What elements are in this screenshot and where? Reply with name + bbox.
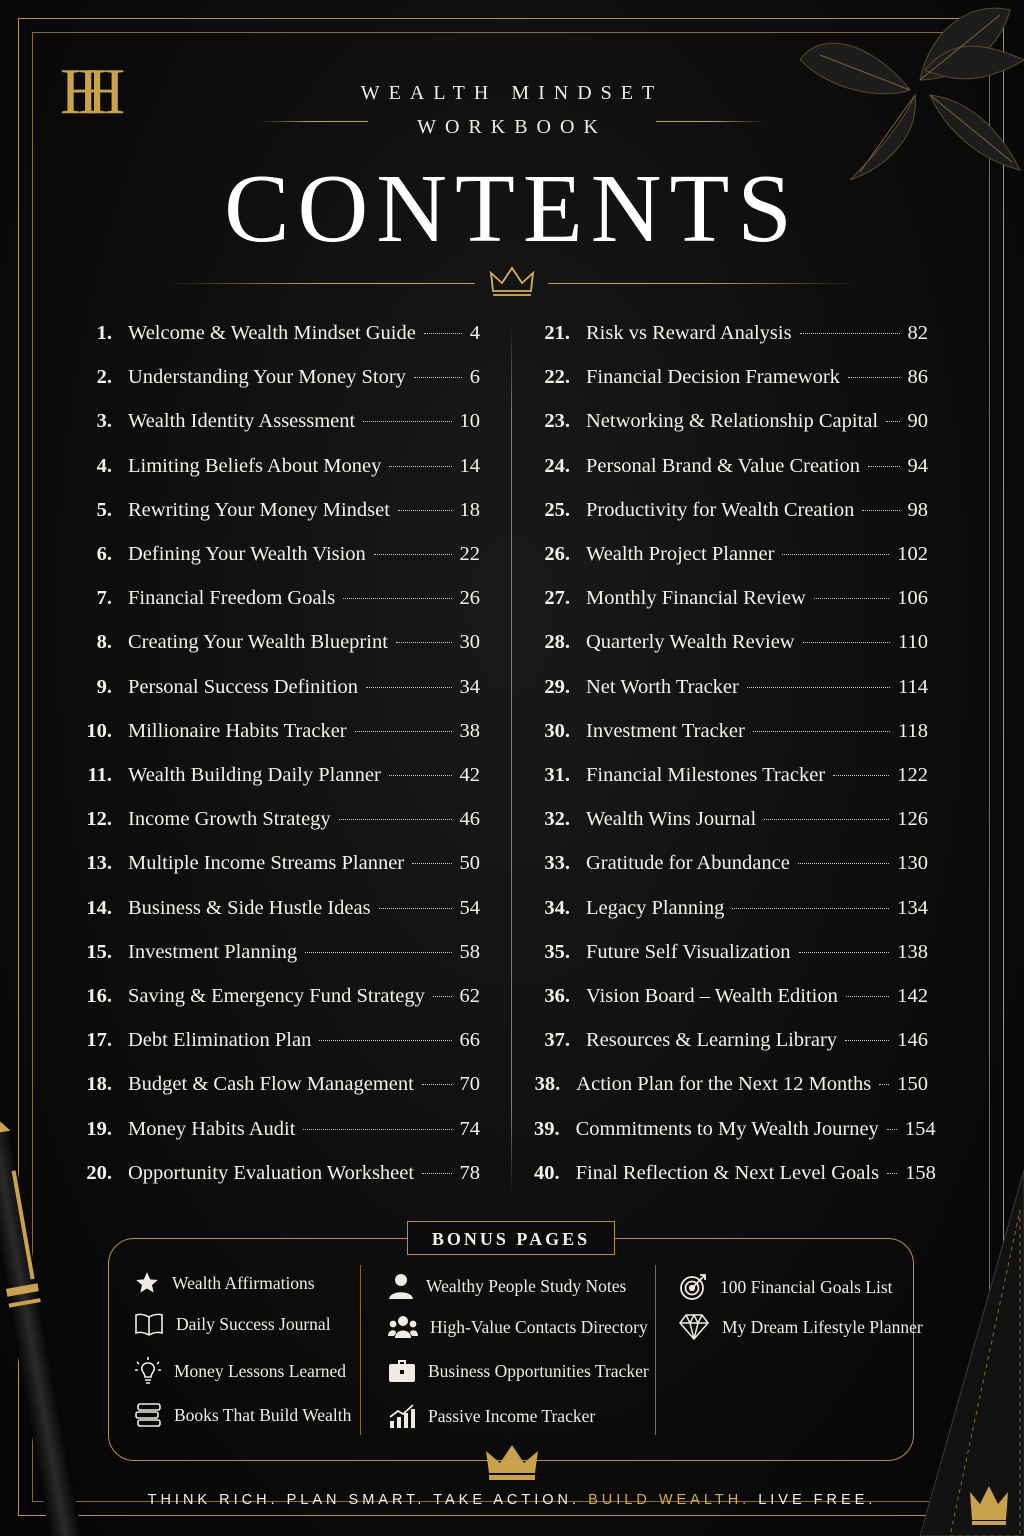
toc-entry[interactable] <box>76 455 480 485</box>
page-title: CONTENTS <box>224 155 800 263</box>
toc-entry-number: 37. <box>544 1029 570 1051</box>
toc-entry-title: Monthly Financial Review <box>586 587 806 609</box>
toc-entry-page: 34 <box>459 676 480 698</box>
toc-entry[interactable] <box>534 410 928 440</box>
pen-decoration-icon <box>0 1110 80 1536</box>
toc-entry-title: Net Worth Tracker <box>586 676 739 698</box>
toc-leader-dots <box>319 1040 451 1041</box>
bonus-item-label: 100 Financial Goals List <box>720 1276 893 1297</box>
toc-entry[interactable] <box>76 897 480 927</box>
briefcase-icon <box>388 1358 428 1384</box>
toc-entry-number: 9. <box>96 676 112 698</box>
toc-entry-number: 7. <box>96 587 112 609</box>
header-line-2: WORKBOOK <box>417 116 607 138</box>
toc-leader-dots <box>398 510 452 511</box>
toc-entry-number: 30. <box>544 720 570 742</box>
toc-entry-number: 2. <box>96 366 112 388</box>
toc-entry[interactable] <box>76 764 480 794</box>
toc-entry-page: 126 <box>897 808 928 830</box>
toc-entry-title: Income Growth Strategy <box>128 808 331 830</box>
toc-entry-title: Wealth Wins Journal <box>586 808 757 830</box>
bonus-divider-2 <box>655 1265 656 1435</box>
toc-entry-page: 74 <box>459 1118 480 1140</box>
toc-entry[interactable] <box>534 808 928 838</box>
bonus-item-label: Passive Income Tracker <box>428 1405 596 1426</box>
toc-leader-dots <box>424 333 462 334</box>
bonus-item-label: My Dream Lifestyle Planner <box>722 1316 923 1337</box>
column-divider <box>511 325 512 1195</box>
bonus-item[interactable] <box>134 1402 351 1428</box>
toc-leader-dots <box>753 731 890 732</box>
toc-entry-number: 15. <box>86 941 112 963</box>
logo-letter-1: HH <box>60 55 96 128</box>
toc-entry-title: Budget & Cash Flow Management <box>128 1073 414 1095</box>
footer-part-1: THINK RICH. PLAN SMART. TAKE ACTION. <box>147 1492 589 1508</box>
toc-entry-page: 22 <box>459 543 480 565</box>
bonus-item[interactable] <box>388 1403 595 1429</box>
toc-entry-title: Rewriting Your Money Mindset <box>128 499 390 521</box>
toc-leader-dots <box>363 421 451 422</box>
toc-entry-title: Business & Side Hustle Ideas <box>128 897 371 919</box>
toc-entry-number: 11. <box>87 764 112 786</box>
toc-entry-number: 35. <box>544 941 570 963</box>
toc-entry-page: 6 <box>469 366 480 388</box>
toc-entry-title: Wealth Identity Assessment <box>128 410 356 432</box>
title-rule-left <box>165 283 475 284</box>
toc-entry-title: Resources & Learning Library <box>586 1029 838 1051</box>
toc-entry[interactable] <box>534 764 928 794</box>
toc-entry-page: 82 <box>907 322 928 344</box>
toc-entry[interactable] <box>76 1162 480 1192</box>
bonus-item-label: Daily Success Journal <box>176 1313 331 1334</box>
toc-entry[interactable] <box>534 543 928 573</box>
bonus-item[interactable] <box>388 1358 649 1384</box>
toc-leader-dots <box>389 775 452 776</box>
star-icon <box>134 1270 172 1296</box>
toc-entry[interactable] <box>76 808 480 838</box>
toc-entry-title: Investment Tracker <box>586 720 745 742</box>
toc-entry-page: 14 <box>459 455 480 477</box>
toc-entry-number: 39. <box>534 1118 560 1140</box>
toc-entry[interactable] <box>76 410 480 440</box>
toc-entry-page: 38 <box>459 720 480 742</box>
toc-entry-number: 23. <box>544 410 570 432</box>
toc-entry-page: 10 <box>459 410 480 432</box>
toc-leader-dots <box>396 642 452 643</box>
toc-entry[interactable] <box>76 1118 480 1148</box>
toc-entry-page: 30 <box>459 631 480 653</box>
toc-leader-dots <box>800 333 900 334</box>
toc-leader-dots <box>846 996 889 997</box>
toc-entry[interactable] <box>534 366 928 396</box>
toc-entry-page: 86 <box>907 366 928 388</box>
toc-entry[interactable] <box>76 1073 480 1103</box>
toc-entry-title: Saving & Emergency Fund Strategy <box>128 985 425 1007</box>
toc-leader-dots <box>814 598 889 599</box>
lightbulb-icon <box>134 1356 174 1386</box>
toc-entry-number: 5. <box>96 499 112 521</box>
toc-entry-title: Investment Planning <box>128 941 298 963</box>
bonus-item-label: Business Opportunities Tracker <box>428 1360 649 1381</box>
bonus-pages-label: BONUS PAGES <box>407 1221 615 1255</box>
toc-entry[interactable] <box>76 941 480 971</box>
toc-entry-number: 27. <box>544 587 570 609</box>
books-icon <box>134 1402 174 1428</box>
toc-entry-number: 1. <box>96 322 112 344</box>
toc-entry-number: 20. <box>86 1162 112 1184</box>
toc-entry-title: Final Reflection & Next Level Goals <box>575 1162 880 1184</box>
toc-entry-number: 34. <box>544 897 570 919</box>
toc-entry-page: 94 <box>907 455 928 477</box>
toc-entry[interactable] <box>76 366 480 396</box>
toc-leader-dots <box>782 554 889 555</box>
toc-entry-number: 32. <box>544 808 570 830</box>
toc-entry-title: Future Self Visualization <box>586 941 791 963</box>
toc-entry-number: 13. <box>86 852 112 874</box>
toc-leader-dots <box>848 377 900 378</box>
toc-entry-number: 36. <box>544 985 570 1007</box>
toc-entry-page: 90 <box>907 410 928 432</box>
bonus-item[interactable] <box>134 1270 315 1296</box>
toc-entry[interactable] <box>534 676 928 706</box>
crown-icon <box>489 265 535 299</box>
toc-entry-title: Vision Board – Wealth Edition <box>586 985 838 1007</box>
toc-entry-page: 106 <box>897 587 928 609</box>
toc-entry-title: Financial Decision Framework <box>586 366 840 388</box>
bonus-divider-1 <box>360 1265 361 1435</box>
toc-leader-dots <box>862 510 899 511</box>
toc-entry-number: 26. <box>544 543 570 565</box>
toc-entry-title: Multiple Income Streams Planner <box>128 852 405 874</box>
toc-entry[interactable] <box>76 587 480 617</box>
footer-part-2: BUILD WEALTH. <box>588 1492 751 1508</box>
toc-leader-dots <box>803 642 890 643</box>
toc-entry-number: 16. <box>86 985 112 1007</box>
toc-entry-title: Financial Milestones Tracker <box>586 764 826 786</box>
toc-entry-page: 62 <box>459 985 480 1007</box>
bonus-item-label: Books That Build Wealth <box>174 1404 352 1425</box>
toc-entry-number: 3. <box>96 410 112 432</box>
bonus-item-label: Money Lessons Learned <box>174 1360 347 1381</box>
header-line-1: WEALTH MINDSET <box>360 82 664 104</box>
toc-entry-title: Action Plan for the Next 12 Months <box>576 1073 872 1095</box>
toc-entry-page: 110 <box>898 631 928 653</box>
toc-entry-number: 24. <box>544 455 570 477</box>
bonus-item-label: High-Value Contacts Directory <box>430 1316 648 1337</box>
toc-leader-dots <box>764 819 889 820</box>
person-icon <box>388 1272 426 1300</box>
toc-entry-number: 10. <box>86 720 112 742</box>
toc-leader-dots <box>366 687 451 688</box>
bonus-item[interactable] <box>388 1272 626 1300</box>
title-rule-right <box>548 283 858 284</box>
toc-leader-dots <box>374 554 452 555</box>
toc-entry-page: 114 <box>898 676 928 698</box>
toc-entry-page: 70 <box>459 1073 480 1095</box>
toc-entry[interactable] <box>534 897 928 927</box>
toc-entry-number: 28. <box>544 631 570 653</box>
toc-entry-number: 21. <box>544 322 570 344</box>
toc-entry[interactable] <box>76 499 480 529</box>
toc-entry-page: 138 <box>897 941 928 963</box>
toc-leader-dots <box>879 1084 889 1085</box>
toc-leader-dots <box>887 1173 897 1174</box>
toc-entry-page: 130 <box>897 852 928 874</box>
growth-chart-icon <box>388 1403 428 1429</box>
diamond-icon <box>678 1313 722 1341</box>
toc-leader-dots <box>886 421 899 422</box>
toc-entry[interactable] <box>76 543 480 573</box>
toc-entry-page: 142 <box>897 985 928 1007</box>
toc-entry-page: 4 <box>469 322 480 344</box>
toc-entry[interactable] <box>534 1029 928 1059</box>
toc-entry-title: Millionaire Habits Tracker <box>128 720 347 742</box>
toc-entry-page: 158 <box>905 1162 936 1184</box>
toc-entry-title: Quarterly Wealth Review <box>586 631 795 653</box>
toc-leader-dots <box>422 1084 452 1085</box>
toc-entry-page: 154 <box>904 1118 936 1140</box>
toc-entry-page: 150 <box>897 1073 928 1095</box>
toc-entry-number: 17. <box>86 1029 112 1051</box>
toc-leader-dots <box>379 908 452 909</box>
toc-entry-number: 31. <box>544 764 570 786</box>
toc-entry-page: 42 <box>459 764 480 786</box>
toc-entry[interactable] <box>76 631 480 661</box>
toc-entry-title: Limiting Beliefs About Money <box>128 455 382 477</box>
toc-entry-page: 50 <box>459 852 480 874</box>
toc-entry-title: Productivity for Wealth Creation <box>586 499 855 521</box>
toc-entry-title: Personal Brand & Value Creation <box>586 455 861 477</box>
toc-entry-title: Creating Your Wealth Blueprint <box>128 631 388 653</box>
toc-entry[interactable] <box>76 322 480 352</box>
toc-entry[interactable] <box>534 941 928 971</box>
toc-leader-dots <box>887 1129 897 1130</box>
toc-entry-title: Wealth Building Daily Planner <box>128 764 381 786</box>
toc-leader-dots <box>845 1040 889 1041</box>
toc-entry-number: 12. <box>86 808 112 830</box>
toc-leader-dots <box>433 996 452 997</box>
toc-entry-number: 8. <box>96 631 112 653</box>
bonus-item[interactable] <box>388 1314 648 1340</box>
toc-leader-dots <box>389 466 451 467</box>
toc-leader-dots <box>303 1129 451 1130</box>
bonus-item[interactable] <box>134 1312 331 1336</box>
toc-entry-number: 19. <box>86 1118 112 1140</box>
toc-entry-title: Personal Success Definition <box>128 676 359 698</box>
toc-entry-page: 26 <box>459 587 480 609</box>
toc-leader-dots <box>343 598 451 599</box>
bonus-item[interactable] <box>678 1272 893 1302</box>
toc-entry[interactable] <box>534 985 928 1015</box>
toc-entry-number: 22. <box>544 366 570 388</box>
crown-bottom-icon <box>483 1441 541 1483</box>
footer-part-3: LIVE FREE. <box>750 1492 877 1508</box>
target-icon <box>678 1272 720 1302</box>
toc-entry-title: Commitments to My Wealth Journey <box>575 1118 879 1140</box>
bonus-item[interactable] <box>678 1313 923 1341</box>
bonus-item-label: Wealth Affirmations <box>172 1272 315 1293</box>
toc-entry-number: 33. <box>544 852 570 874</box>
toc-leader-dots <box>798 863 889 864</box>
toc-entry[interactable] <box>76 676 480 706</box>
toc-entry-page: 146 <box>897 1029 928 1051</box>
toc-leader-dots <box>833 775 889 776</box>
toc-entry-page: 18 <box>459 499 480 521</box>
toc-entry-title: Debt Elimination Plan <box>128 1029 312 1051</box>
toc-entry[interactable] <box>534 499 928 529</box>
toc-entry[interactable] <box>534 1162 936 1192</box>
toc-leader-dots <box>355 731 452 732</box>
toc-entry[interactable] <box>534 1073 928 1103</box>
toc-entry-number: 38. <box>534 1073 561 1095</box>
toc-entry-page: 54 <box>459 897 480 919</box>
toc-leader-dots <box>732 908 889 909</box>
toc-entry-page: 66 <box>459 1029 480 1051</box>
toc-leader-dots <box>339 819 452 820</box>
toc-entry[interactable] <box>534 455 928 485</box>
toc-entry[interactable] <box>534 322 928 352</box>
toc-entry[interactable] <box>76 852 480 882</box>
toc-entry-title: Money Habits Audit <box>128 1118 296 1140</box>
toc-entry-title: Legacy Planning <box>586 897 725 919</box>
toc-entry-title: Defining Your Wealth Vision <box>128 543 366 565</box>
toc-leader-dots <box>747 687 890 688</box>
toc-entry-title: Welcome & Wealth Mindset Guide <box>128 322 416 344</box>
toc-entry[interactable] <box>76 720 480 750</box>
toc-entry-number: 18. <box>86 1073 112 1095</box>
toc-entry-number: 40. <box>534 1162 560 1184</box>
toc-entry-title: Gratitude for Abundance <box>586 852 790 874</box>
bonus-item-label: Wealthy People Study Notes <box>426 1275 627 1296</box>
footer-tagline <box>0 1492 1024 1508</box>
group-icon <box>388 1314 430 1340</box>
toc-entry-page: 46 <box>459 808 480 830</box>
toc-entry-number: 4. <box>96 455 112 477</box>
toc-entry-page: 118 <box>898 720 928 742</box>
toc-entry-title: Understanding Your Money Story <box>128 366 406 388</box>
toc-entry-page: 58 <box>459 941 480 963</box>
toc-entry-title: Wealth Project Planner <box>586 543 775 565</box>
toc-entry-title: Networking & Relationship Capital <box>586 410 879 432</box>
toc-entry-title: Opportunity Evaluation Worksheet <box>128 1162 415 1184</box>
toc-entry-page: 122 <box>897 764 928 786</box>
toc-entry-number: 25. <box>544 499 570 521</box>
toc-entry-page: 78 <box>459 1162 480 1184</box>
toc-entry[interactable] <box>76 1029 480 1059</box>
toc-entry[interactable] <box>534 631 928 661</box>
toc-entry-page: 98 <box>907 499 928 521</box>
toc-entry-title: Risk vs Reward Analysis <box>586 322 792 344</box>
toc-leader-dots <box>799 952 890 953</box>
toc-entry-page: 134 <box>897 897 928 919</box>
book-icon <box>134 1312 176 1336</box>
toc-entry-number: 14. <box>86 897 112 919</box>
toc-leader-dots <box>414 377 462 378</box>
toc-entry-number: 29. <box>544 676 570 698</box>
toc-entry-page: 102 <box>897 543 928 565</box>
toc-entry[interactable] <box>534 720 928 750</box>
toc-leader-dots <box>412 863 451 864</box>
toc-entry[interactable] <box>76 985 480 1015</box>
toc-entry[interactable] <box>534 587 928 617</box>
toc-entry[interactable] <box>534 852 928 882</box>
bonus-item[interactable] <box>134 1356 346 1386</box>
toc-leader-dots <box>868 466 899 467</box>
toc-entry-number: 6. <box>96 543 112 565</box>
toc-leader-dots <box>422 1173 451 1174</box>
toc-entry-title: Financial Freedom Goals <box>128 587 336 609</box>
toc-entry[interactable] <box>534 1118 936 1148</box>
toc-leader-dots <box>305 952 451 953</box>
